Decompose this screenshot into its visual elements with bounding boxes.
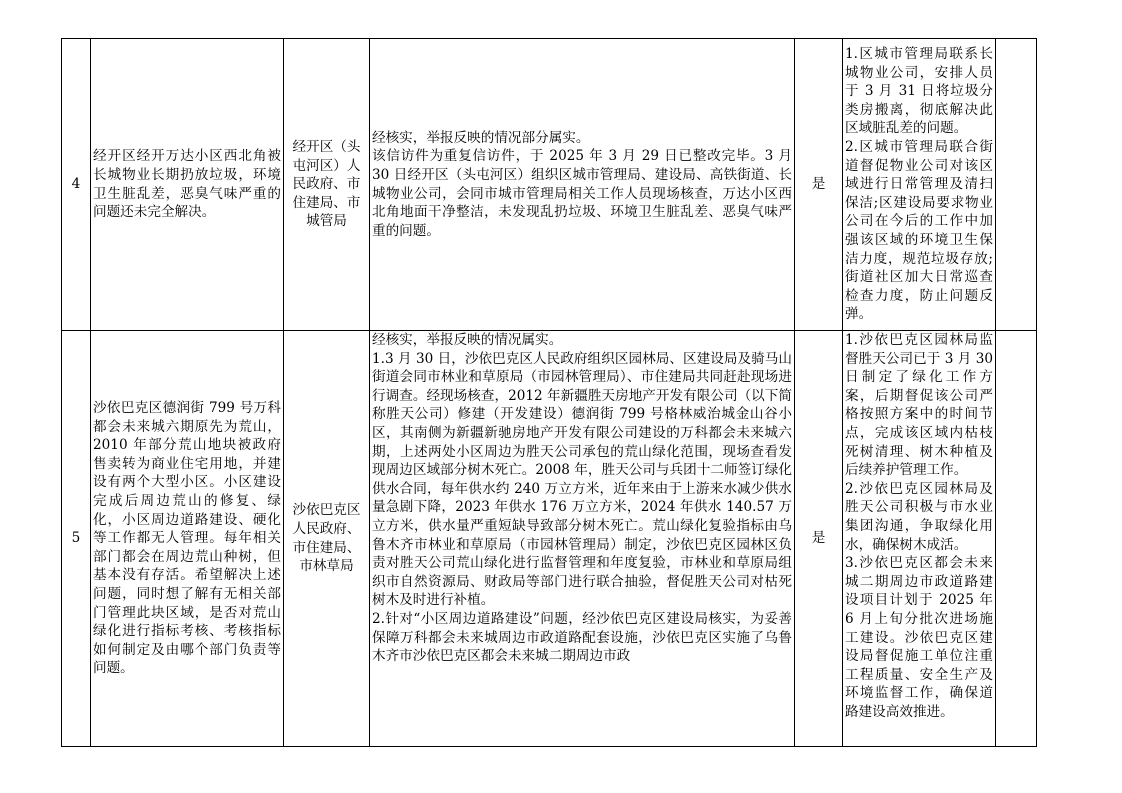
row-number: 5 xyxy=(62,331,91,747)
complaint-table xyxy=(61,38,1037,747)
complaint-description: 经开区经开万达小区西北角被长城物业长期扔放垃圾，环境卫生脏乱差，恶臭气味严重的问题还未完全解决。 xyxy=(91,39,284,331)
remarks-cell xyxy=(996,39,1037,331)
rectification-measures xyxy=(843,331,996,747)
rectification-measures xyxy=(843,39,996,331)
result-paragraph: 1.3 月 30 日，沙依巴克区人民政府组织区园林局、区建设局及骑马山街道会同市林业和草原局（市园林管理局）、市住建局共同赶赴现场进行调查。经现场核查，2012 年新疆胜天房地产开发有限公司（以下简称胜天公司）修建（开发建设）德润街 799 号格林威治城金山谷小区，其南侧为新疆新驰房地产开发有限公司建设的万科都会未来城六期，上述两处小区周边为胜天公司承包的荒山绿化范围，现场查看发现周边区域部分树木死亡。2008 年，胜天公司与兵团十二师签订绿化供水合同，每年供水约 240 万立方米，近年来由于上游来水减少供水量急剧下降，2023 年供水 176 万立方米，2024 年供水 140.57 万立方米，供水量严重短缺导致部分树木死亡。荒山绿化复验指标由乌鲁木齐市林业和草原局（市园林管理局）制定，沙依巴克区园林区负责对胜天公司荒山绿化进行监督管理和年度复验，市林业和草原局组织市自然资源局、财政局等部门进行联合抽验，督促胜天公司对枯死树木及时进行补植。 xyxy=(372,350,792,609)
result-paragraph: 2.针对“小区周边道路建设”问题，经沙依巴克区建设局核实，为妥善保障万科都会未来城周边市政道路配套设施，沙依巴克区实施了乌鲁木齐市沙依巴克区都会未来城二期周边市政 xyxy=(372,610,792,665)
result-paragraph: 经核实，举报反映的情况属实。 xyxy=(372,332,563,348)
responsible-department: 经开区（头屯河区）人民政府、市住建局、市城管局 xyxy=(284,39,370,331)
result-paragraph: 该信访件为重复信访件，于 2025 年 3 月 29 日已整改完毕。3 月 30 日经开区（头屯河区）组织区城市管理局、建设局、高铁街道、长城物业公司，会同市城市管理局相关工作人员现场核查，万达小区西北角地面干净整洁，未发现乱扔垃圾、环境卫生脏乱差、恶臭气味严重的问题。 xyxy=(372,148,792,239)
measure-item: 2.区城市管理局联合街道督促物业公司对该区域进行日常管理及清扫保洁;区建设局要求物业公司在今后的工作中加强该区域的环境卫生保洁力度，规范垃圾存放;街道社区加大日常巡查检查力度，防止问题反弹。 xyxy=(845,139,993,323)
measure-item: 1.区城市管理局联系长城物业公司，安排人员于 3 月 31 日将垃圾分类房搬离，彻底解决此区域脏乱差的问题。 xyxy=(845,46,993,137)
measure-item: 3.沙依巴克区都会未来城二期周边市政道路建设项目计划于 2025 年 6 月上旬分批次进场施工建设。沙依巴克区建设局督促施工单位注重工程质量、安全生产及环境监督工作，确保道路建设高效推进。 xyxy=(845,555,993,720)
is-true-flag: 是 xyxy=(795,39,843,331)
investigation-result xyxy=(370,39,795,331)
investigation-result xyxy=(370,331,795,747)
responsible-department: 沙依巴克区人民政府、市住建局、市林草局 xyxy=(284,331,370,747)
result-paragraph: 经核实，举报反映的情况部分属实。 xyxy=(372,129,590,146)
remarks-cell xyxy=(996,331,1037,747)
measure-item: 2.沙依巴克区园林局及胜天公司积极与市水业集团沟通，争取绿化用水，确保树木成活。 xyxy=(845,480,993,553)
is-true-flag: 是 xyxy=(795,331,843,747)
measure-item: 1.沙依巴克区园林局监督胜天公司已于 3 月 30 日制定了绿化工作方案，后期督促该公司严格按照方案中的时间节点，完成该区域内枯枝死树清理、树木种植及后续养护管理工作。 xyxy=(845,332,993,479)
row-number: 4 xyxy=(62,39,91,331)
table-row xyxy=(62,39,1037,331)
table-row xyxy=(62,331,1037,747)
complaint-description: 沙依巴克区德润街 799 号万科都会未来城六期原先为荒山，2010 年部分荒山地块被政府售卖转为商业住宅用地，并建设有两个大型小区。小区建设完成后周边荒山的修复、绿化，小区周边道路建设、硬化等工作都无人管理。每年相关部门都会在周边荒山种树，但基本没有存活。希望解决上述问题，同时想了解有无相关部门管理此块区域，是否对荒山绿化进行指标考核、考核指标如何制定及由哪个部门负责等问题。 xyxy=(91,331,284,747)
